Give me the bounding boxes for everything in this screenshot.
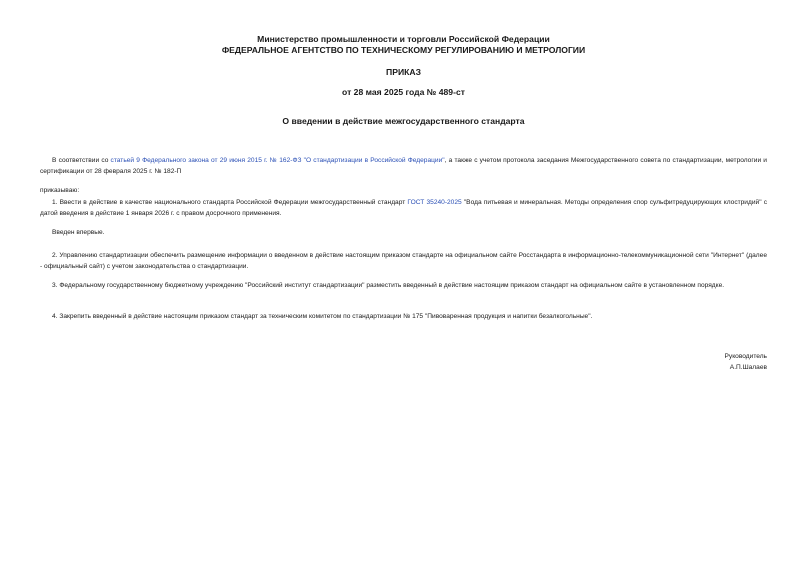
item-1-prefix: 1. Ввести в действие в качестве национального стандарта Российской Федерации межгосударственный стандарт [52, 199, 408, 206]
preamble-suffix: , а также с учетом протокола заседания Межгосударственного совета по стандартизации, метрологии и сертификации от 28 февраля 2025 г. № 182-П [40, 157, 767, 175]
item-1-suffix: "Вода питьевая и минеральная. Методы определения спор сульфитредуцирующих клостридий" с датой введения в действие 1 января 2026 г. с правом досрочного применения. [40, 199, 767, 217]
document-date-number: от 28 мая 2025 года № 489-ст [342, 87, 465, 97]
paragraph-item-2: 2. Управлению стандартизации обеспечить размещение информации о введенном в действие настоящим приказом стандарте на официальном сайте Росстандарта в информационно-телекоммуникационной сети "Интернет" (далее - официальный сайт) с учетом законодательства о стандартизации. [40, 252, 767, 270]
paragraph-preamble [40, 155, 767, 177]
document-type: ПРИКАЗ [386, 67, 421, 77]
preamble-prefix: В соответствии со [52, 157, 111, 164]
paragraph-introduced-first: Введен впервые. [52, 229, 105, 236]
signature-name: А.П.Шалаев [729, 364, 767, 371]
ministry-name: Министерство промышленности и торговли Российской Федерации [257, 34, 550, 44]
law-article-link[interactable]: статьей 9 Федерального закона от 29 июня 2015 г. № 162-ФЗ "О стандартизации в Российской Федерации" [110, 157, 445, 164]
paragraph-item-4: 4. Закрепить введенный в действие настоящим приказом стандарт за техническим комитетом по стандартизации № 175 "Пивоваренная продукция и напитки безалкогольные". [52, 313, 593, 320]
gost-standard-link[interactable]: ГОСТ 35240-2025 [407, 199, 462, 206]
document-subject: О введении в действие межгосударственного стандарта [282, 116, 525, 126]
paragraph-item-1 [40, 197, 767, 219]
agency-name: ФЕДЕРАЛЬНОЕ АГЕНТСТВО ПО ТЕХНИЧЕСКОМУ РЕГУЛИРОВАНИЮ И МЕТРОЛОГИИ [221, 45, 586, 55]
signature-title: Руководитель [724, 353, 767, 360]
paragraph-item-3: 3. Федеральному государственному бюджетному учреждению "Российский институт стандартизации" разместить введенный в действие настоящим приказом стандарт на официальном сайте в установленном порядке. [52, 282, 725, 289]
order-verb: приказываю: [40, 187, 80, 194]
